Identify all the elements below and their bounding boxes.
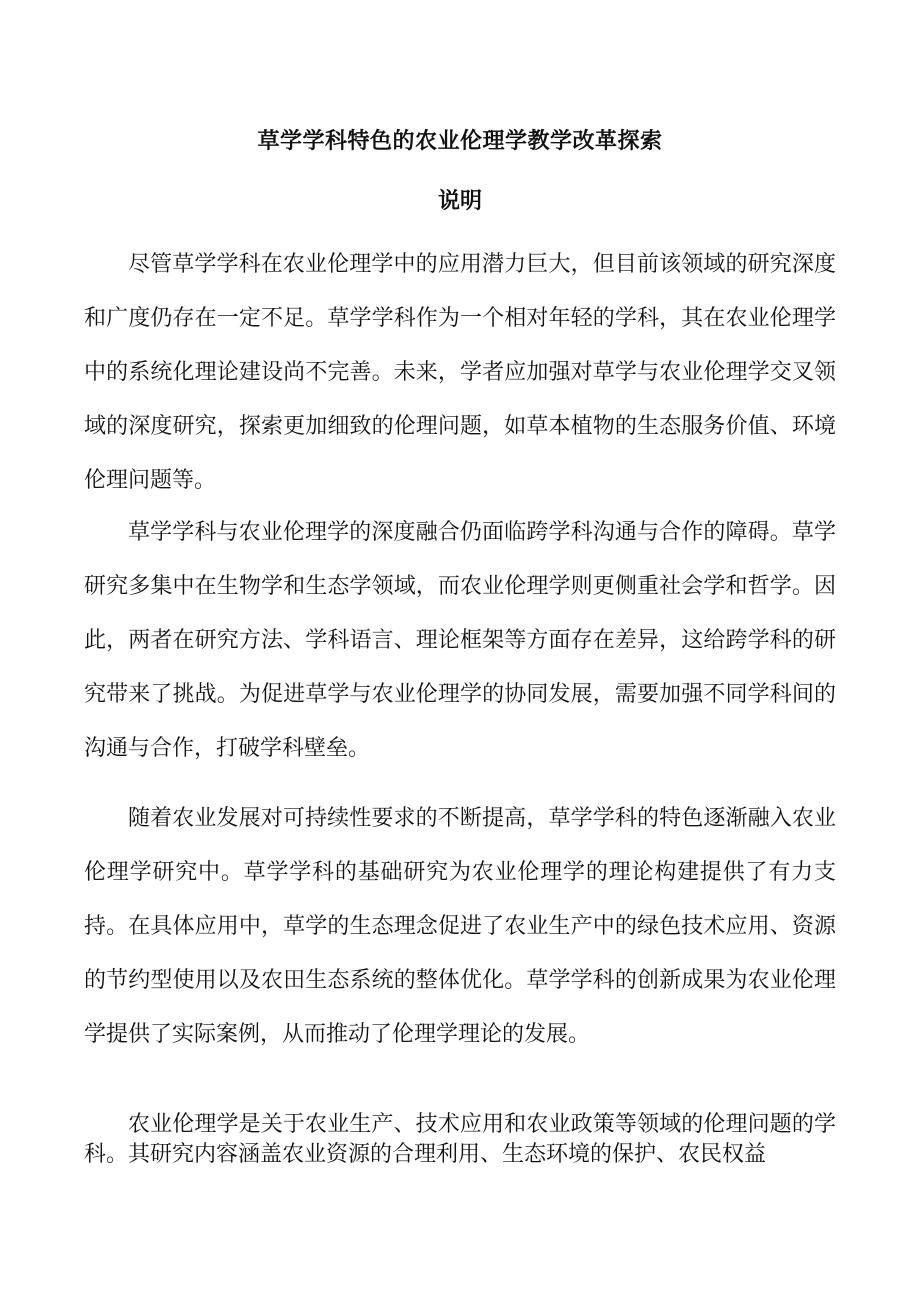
- paragraph: 随着农业发展对可持续性要求的不断提高，草学学科的特色逐渐融入农业伦理学研究中。草学学科的基础研究为农业伦理学的理论构建提供了有力支持。在具体应用中，草学的生态理念促进了农业生产中的绿色技术应用、资源的节约型使用以及农田生态系统的整体优化。草学学科的创新成果为农业伦理学提供了实际案例，从而推动了伦理学理论的发展。: [84, 806, 836, 1047]
- paragraph: 草学学科与农业伦理学的深度融合仍面临跨学科沟通与合作的障碍。草学研究多集中在生物学和生态学领域，而农业伦理学则更侧重社会学和哲学。因此，两者在研究方法、学科语言、理论框架等方面存在差异，这给跨学科的研究带来了挑战。为促进草学与农业伦理学的协同发展，需要加强不同学科间的沟通与合作，打破学科壁垒。: [84, 520, 836, 761]
- paragraph: 尽管草学学科在农业伦理学中的应用潜力巨大，但目前该领域的研究深度和广度仍存在一定不足。草学学科作为一个相对年轻的学科，其在农业伦理学中的系统化理论建设尚不完善。未来，学者应加强对草学与农业伦理学交叉领域的深度研究，探索更加细致的伦理问题，如草本植物的生态服务价值、环境伦理问题等。: [84, 252, 836, 493]
- document-title: 草学学科特色的农业伦理学教学改革探索: [257, 128, 663, 154]
- paragraph: 农业伦理学是关于农业生产、技术应用和农业政策等领域的伦理问题的学科。其研究内容涵盖农业资源的合理利用、生态环境的保护、农民权益: [84, 1112, 836, 1167]
- section-heading: 说明: [437, 188, 482, 214]
